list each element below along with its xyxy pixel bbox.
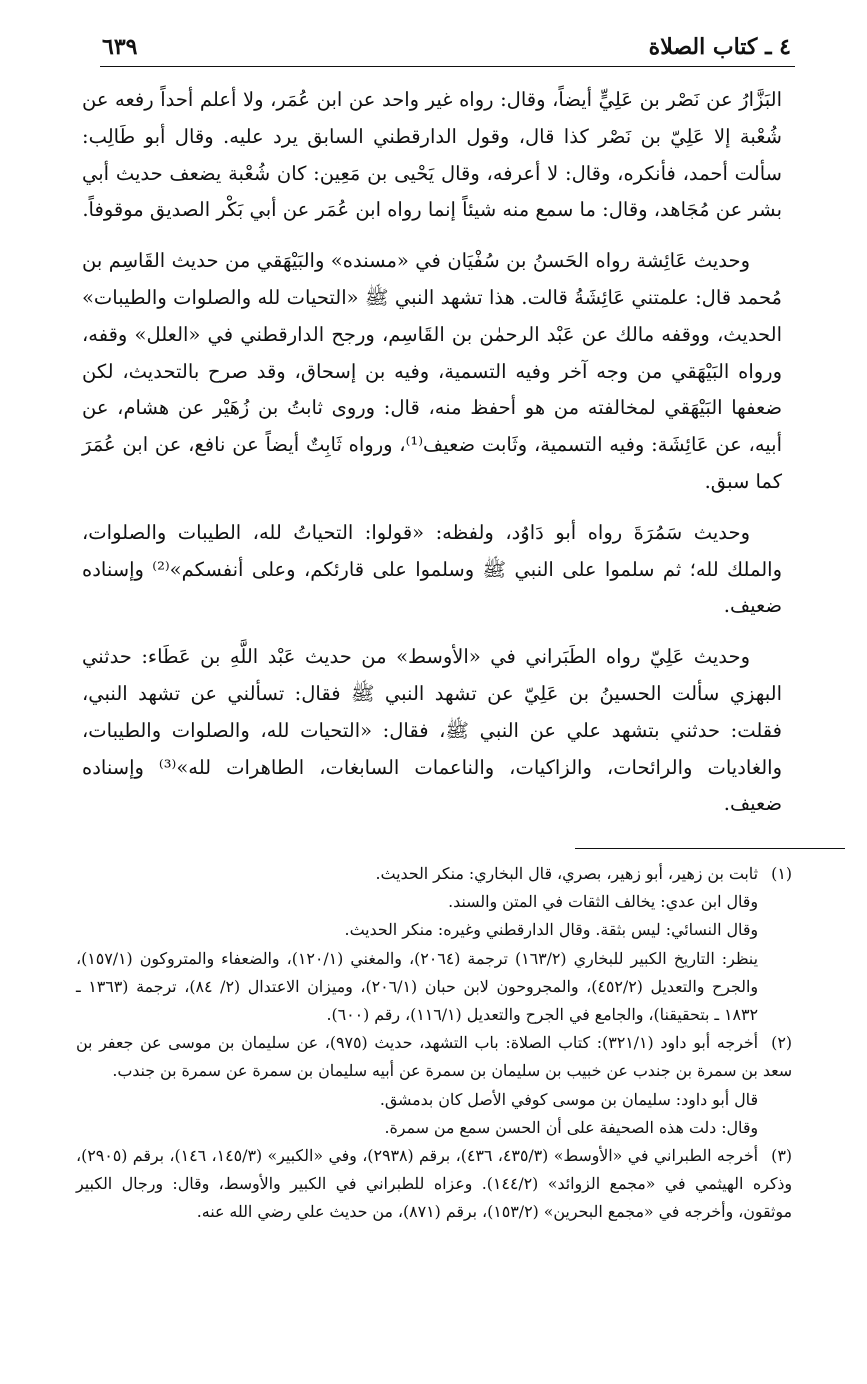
paragraph-bazzar: البَزَّارُ عن نَصْر بن عَلِيٍّ أيضاً، وقال: رواه غير واحد عن ابن عُمَر، ولا أعلم أحداً رفعه عن شُعْبة إلا عَلِيّ بن نَصْر كذا قال، وقول الدارقطني السابق يرد عليه. وقال أبو طَالِب: سألت أحمد، فأنكره، وقال: لا أعرفه، وقال يَحْيى بن مَعِين: كان شُعْبة يضعف حديث أبي بشر عن مُجَاهد، وقال: ما سمع منه شيئاً إنما رواه ابن عُمَر عن أبي بَكْر الصديق موقوفاً. [82,88,782,222]
footnote-1 [76,860,792,1029]
footnote-3 [76,1142,792,1227]
footnote-number: (٢) [771,1033,792,1053]
footnote-line: (٣)أخرجه الطبراني في «الأوسط» (٤٣٥/٣، ٤٣٦)، برقم (٢٩٣٨)، وفي «الكبير» (١٤٥/٣، ١٤٦)، برقم (٢٩٠٥)، وذكره الهيثمي في «مجمع الزوائد» (١٤٤/٢). وعزاه للطبراني في الكبير والأوسط، وقال: ورجال الكبير موثقون، وأخرجه في «مجمع البحرين» (١٥٣/٢)، برقم (٨٧١)، من حديث علي رضي الله عنه. [76,1142,792,1227]
footnote-line: وقال ابن عدي: يخالف الثقات في المتن والسند. [448,892,758,912]
chapter-title: ٤ ـ كتاب الصلاة [648,34,791,60]
footnote-line: وقال: دلت هذه الصحيفة على أن الحسن سمع من سمرة. [384,1117,758,1137]
footnote-line: (١)ثابت بن زهير، أبو زهير، بصري، قال البخاري: منكر الحديث. [76,860,792,888]
paragraph-samura: وحديث سَمُرَةَ رواه أبو دَاوُد، ولفظه: «قولوا: التحياتُ لله، الطيبات والصلوات، والملك لله؛ ثم سلموا على النبي ﷺ وسلموا على قارئكم، وعلى أنفسكم»⁽²⁾ وإسناده ضعيف. [82,520,782,618]
footnote-divider [575,848,845,849]
footnote-line: ينظر: التاريخ الكبير للبخاري (١٦٣/٢) ترجمة (٢٠٦٤)، والمغني (١٢٠/١)، والضعفاء والمتروكون (١٥٧/١)، والجرح والتعديل (٤٥٢/٢)، والمجروحون لابن حبان (٢٠٦/١)، وميزان الاعتدال (٢/ ٨٤)، ترجمة (١٣٦٣ ـ ١٨٣٢ ـ بتحقيقنا)، والجامع في الجرح والتعديل (١١٦/١)، رقم (٦٠٠). [76,948,758,1025]
footnote-number: (٣) [771,1146,793,1166]
footnotes [76,860,792,1227]
footnote-line: قال أبو داود: سليمان بن موسى كوفي الأصل كان بدمشق. [379,1089,758,1109]
footnote-2 [76,1029,792,1142]
paragraph-ali: وحديث عَلِيّ رواه الطَبَراني في «الأوسط» من حديث عَبْد اللَّهِ بن عَطَاء: حدثني البهزي سألت الحسينُ بن عَلِيّ عن تشهد النبي ﷺ فقال: تسألني عن تشهد النبي، فقلت: حدثني بتشهد علي عن النبي ﷺ، فقال: «التحيات لله، والصلوات والطيبات، والغاديات والرائحات، والزاكيات، والناعمات السابغات، الطاهرات لله»⁽³⁾ وإسناده ضعيف. [82,645,782,816]
footnote-line: وقال النسائي: ليس بثقة. وقال الدارقطني وغيره: منكر الحديث. [344,920,758,940]
page-number: ٦٣٩ [102,34,138,60]
main-text [82,82,782,837]
footnote-line: (٢)أخرجه أبو داود (٣٢١/١): كتاب الصلاة: باب التشهد، حديث (٩٧٥)، عن سليمان بن موسى عن جعفر بن سعد بن سمرة بن جندب عن خبيب بن سليمان بن سمرة عن أبيه سليمان بن سمرة عن سمرة بن جندب. [76,1029,792,1085]
footnote-number: (١) [771,864,792,883]
paragraph-aisha: وحديث عَائِشة رواه الحَسنُ بن سُفْيَان في «مسنده» والبَيْهَقي من حديث القَاسِم بن مُحمد قال: علمتني عَائِشَةُ قالت. هذا تشهد النبي ﷺ «التحيات لله والصلوات والطيبات» الحديث، ووقفه مالك عن عَبْد الرحمٰن بن القَاسِم، ورجح الدارقطني في «العلل» وقفه، ورواه البَيْهَقي من وجه آخر وفيه التسمية، وفيه بن إسحاق، وقد صرح بالتحديث، لكن ضعفها البَيْهَقي لمخالفته من هو أحفظ منه، قال: وروى ثابتُ بن زُهَيْر عن هشام، عن أبيه، عن عَائِشَة: وفيه التسمية، وثَابت ضعيف⁽¹⁾، ورواه ثَابِتٌ أيضاً عن نافع، عن ابن عُمَرَ كما سبق. [82,249,783,493]
page-header [100,32,795,67]
